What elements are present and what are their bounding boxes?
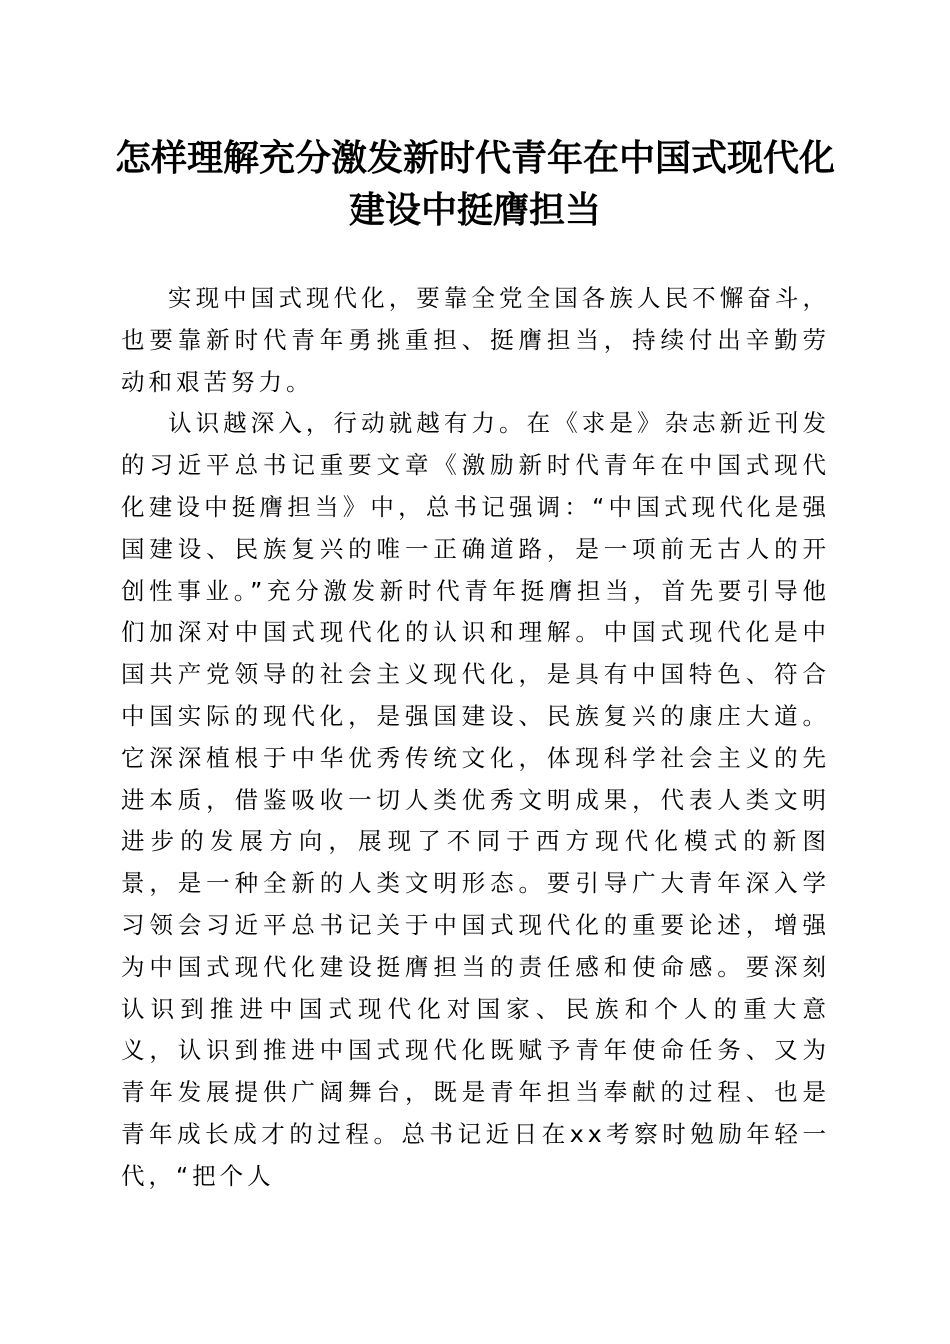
title-line-2: 建设中挺膺担当 (348, 189, 601, 231)
document-body (121, 278, 830, 1198)
paragraph-2: 认识越深入，行动就越有力。在《求是》杂志新近刊发的习近平总书记重要文章《激励新时代青年在中国式现代化建设中挺膺担当》中，总书记强调：“中国式现代化是强国建设、民族复兴的唯一正确道路，是一项前无古人的开创性事业。”充分激发新时代青年挺膺担当，首先要引导他们加深对中国式现代化的认识和理解。中国式现代化是中国共产党领导的社会主义现代化，是具有中国特色、符合中国实际的现代化，是强国建设、民族复兴的康庄大道。它深深植根于中华优秀传统文化，体现科学社会主义的先进本质，借鉴吸收一切人类优秀文明成果，代表人类文明进步的发展方向，展现了不同于西方现代化模式的新图景，是一种全新的人类文明形态。要引导广大青年深入学习领会习近平总书记关于中国式现代化的重要论述，增强为中国式现代化建设挺膺担当的责任感和使命感。要深刻认识到推进中国式现代化对国家、民族和个人的重大意义，认识到推进中国式现代化既赋予青年使命任务、又为青年发展提供广阔舞台，既是青年担当奉献的过程、也是青年成长成才的过程。总书记近日在xx考察时勉励年轻一代，“把个人 (121, 409, 830, 1190)
document-title (100, 132, 850, 236)
title-line-1: 怎样理解充分激发新时代青年在中国式现代化 (114, 137, 835, 179)
paragraph-1: 实现中国式现代化，要靠全党全国各族人民不懈奋斗，也要靠新时代青年勇挑重担、挺膺担当，持续付出辛勤劳动和艰苦努力。 (121, 284, 830, 396)
